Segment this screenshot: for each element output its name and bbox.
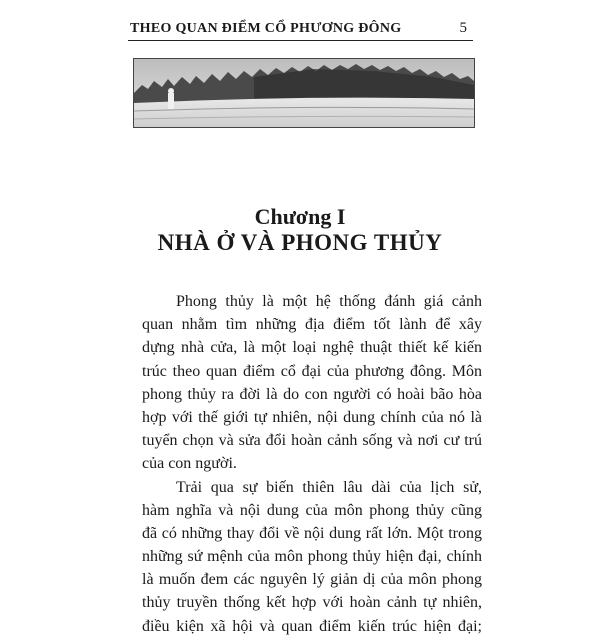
body-line: của con người. xyxy=(142,455,237,473)
body-line: thủy truyền thống kết hợp với hoàn cảnh tự nhiên, xyxy=(142,594,482,612)
header-title: THEO QUAN ĐIỂM CỔ PHƯƠNG ĐÔNG xyxy=(130,21,402,36)
body-line: là muốn đem các nguyên lý giản dị của môn phong xyxy=(142,571,482,589)
body-text xyxy=(142,290,482,638)
body-line: tuyển chọn và sửa đổi hoàn cảnh sống và nơi cư trú xyxy=(142,432,482,450)
body-line: hàm nghĩa và nội dung của môn phong thủy cũng xyxy=(142,501,482,519)
body-line: những sứ mệnh của môn phong thủy hiện đại, chính xyxy=(142,548,482,566)
landscape-photo-icon xyxy=(134,59,474,127)
running-header xyxy=(128,18,473,41)
body-line: trúc theo quan điểm cổ đại của phương đông. Môn xyxy=(142,362,482,380)
body-line: Phong thủy là một hệ thống đánh giá cảnh xyxy=(176,293,482,310)
chapter-number: Chương I xyxy=(254,204,346,229)
body-line: quan nhằm tìm những địa điểm tốt lành để xây xyxy=(142,316,482,334)
landscape-photo xyxy=(133,58,475,128)
chapter-title: NHÀ Ở VÀ PHONG THỦY xyxy=(157,230,443,255)
body-line: phong thủy ra đời là do con người có hoài bão hòa xyxy=(142,385,482,403)
page-number: 5 xyxy=(459,20,467,36)
body-line: đã có những thay đổi về nội dung rất lớn. Một trong xyxy=(142,524,482,542)
body-line: điều kiện xã hội và quan điểm kiến trúc hiện đại; xyxy=(142,617,482,635)
body-line: Trải qua sự biến thiên lâu dài của lịch sử, xyxy=(176,478,482,496)
body-line: dựng nhà cửa, là một loại nghệ thuật thiết kế kiến xyxy=(142,339,482,357)
body-line: hợp với thế giới tự nhiên, nội dung chính của nó là xyxy=(142,408,482,426)
